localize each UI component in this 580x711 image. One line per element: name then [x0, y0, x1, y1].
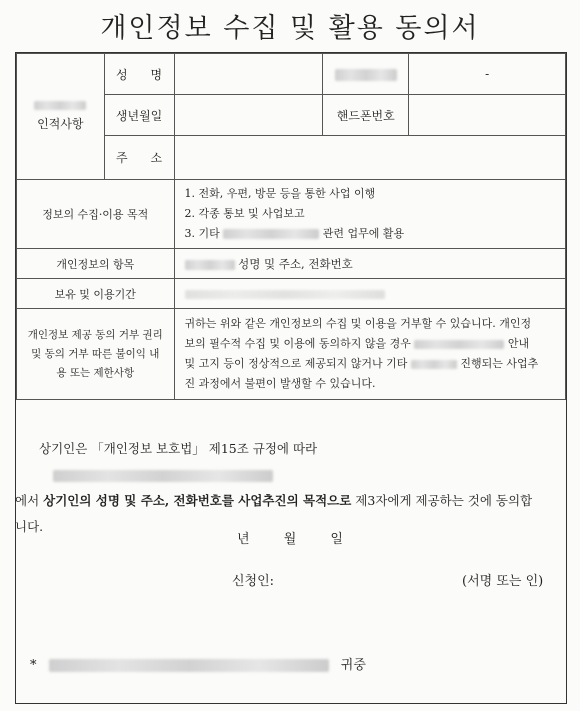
- date-month-label: 월: [283, 532, 297, 547]
- date-day-label: 일: [330, 532, 343, 547]
- redacted-label: [34, 101, 86, 110]
- refusal-text-part: 및 고지 등이 정상적으로 제공되지 않거나 기타: [184, 357, 408, 370]
- name-label: 성 명: [104, 54, 174, 95]
- footer-suffix: 귀중: [340, 658, 366, 673]
- items-value-text: 성명 및 주소, 전화번호: [238, 256, 353, 271]
- name-redacted-cell: [323, 54, 409, 95]
- section-personal-info: [17, 54, 105, 180]
- refusal-text-part: 보의 필수적 수집 및 이용에 동의하지 않을 경우: [184, 337, 411, 350]
- date-year-label: 년: [237, 532, 250, 547]
- redacted-block: [185, 260, 235, 270]
- id-dash: -: [409, 54, 566, 95]
- footer: [30, 654, 366, 673]
- applicant-label: 신청인:: [232, 574, 275, 589]
- purpose-item-3-prefix: 3. 기타: [184, 227, 220, 240]
- consent-bold-text: 상기인의 성명 및 주소, 전화번호를 사업추진의 목적으로: [43, 493, 352, 508]
- consent-text: 제3자에게 제공하는 것에 동의합: [351, 493, 533, 508]
- phone-field[interactable]: [409, 95, 566, 136]
- refusal-text-part: 안내: [507, 337, 530, 350]
- info-table: [16, 53, 566, 400]
- refusal-label-line: 및 동의 거부 따른 불이익 내: [31, 347, 160, 360]
- redacted-block: [53, 470, 273, 482]
- retention-value: [174, 279, 565, 309]
- address-label: 주 소: [104, 136, 174, 180]
- consent-line-1: [15, 436, 555, 488]
- refusal-text: [174, 309, 565, 400]
- refusal-label-line: 용 또는 제한사항: [56, 366, 135, 379]
- refusal-line: [185, 354, 555, 374]
- redacted-block: [223, 229, 319, 239]
- items-label: 개인정보의 항목: [17, 249, 175, 279]
- items-value: [174, 249, 565, 279]
- consent-text: 상기인은 「개인정보 보호법」 제15조 규정에 따라: [39, 441, 318, 456]
- signature-field[interactable]: [298, 570, 448, 588]
- name-field[interactable]: [174, 54, 323, 95]
- consent-statement: [15, 436, 555, 540]
- phone-label: 핸드폰번호: [323, 95, 409, 136]
- date-row: [0, 528, 580, 547]
- refusal-line: 진 과정에서 불편이 발생할 수 있습니다.: [184, 377, 376, 390]
- refusal-label-line: 개인정보 제공 동의 거부 권리: [27, 328, 163, 341]
- consent-text: 에서: [15, 493, 44, 508]
- refusal-line: 귀하는 위와 같은 개인정보의 수집 및 이용을 거부할 수 있습니다. 개인정: [184, 317, 532, 330]
- address-field[interactable]: [174, 136, 565, 180]
- section-label: 인적사항: [37, 117, 84, 132]
- purpose-list: [174, 180, 565, 249]
- redacted-block: [49, 659, 329, 672]
- form-frame: [15, 52, 567, 704]
- purpose-item-1: 1. 전화, 우편, 방문 등을 통한 사업 이행: [184, 187, 376, 200]
- refusal-line: [185, 334, 555, 354]
- redacted-block: [185, 290, 385, 299]
- refusal-text-part: 진행되는 사업추: [460, 357, 539, 370]
- redacted-block: [411, 360, 457, 369]
- purpose-item-3-suffix: 관련 업무에 활용: [322, 227, 405, 240]
- purpose-label: 정보의 수집·이용 목적: [17, 180, 175, 249]
- dob-label: 생년월일: [104, 95, 174, 136]
- signature-hint: (서명 또는 인): [462, 574, 544, 589]
- redacted-block: [335, 69, 397, 81]
- consent-line-3: 니다.: [15, 519, 44, 534]
- purpose-item-2: 2. 각종 통보 및 사업보고: [184, 207, 305, 220]
- refusal-label: [17, 309, 175, 400]
- purpose-item-3: [185, 224, 559, 244]
- redacted-block: [414, 340, 504, 349]
- footer-bullet: *: [30, 658, 37, 673]
- dob-field[interactable]: [174, 95, 323, 136]
- document-title: 개인정보 수집 및 활용 동의서: [100, 13, 480, 44]
- consent-line-2: [15, 488, 555, 514]
- retention-label: 보유 및 이용기간: [17, 279, 175, 309]
